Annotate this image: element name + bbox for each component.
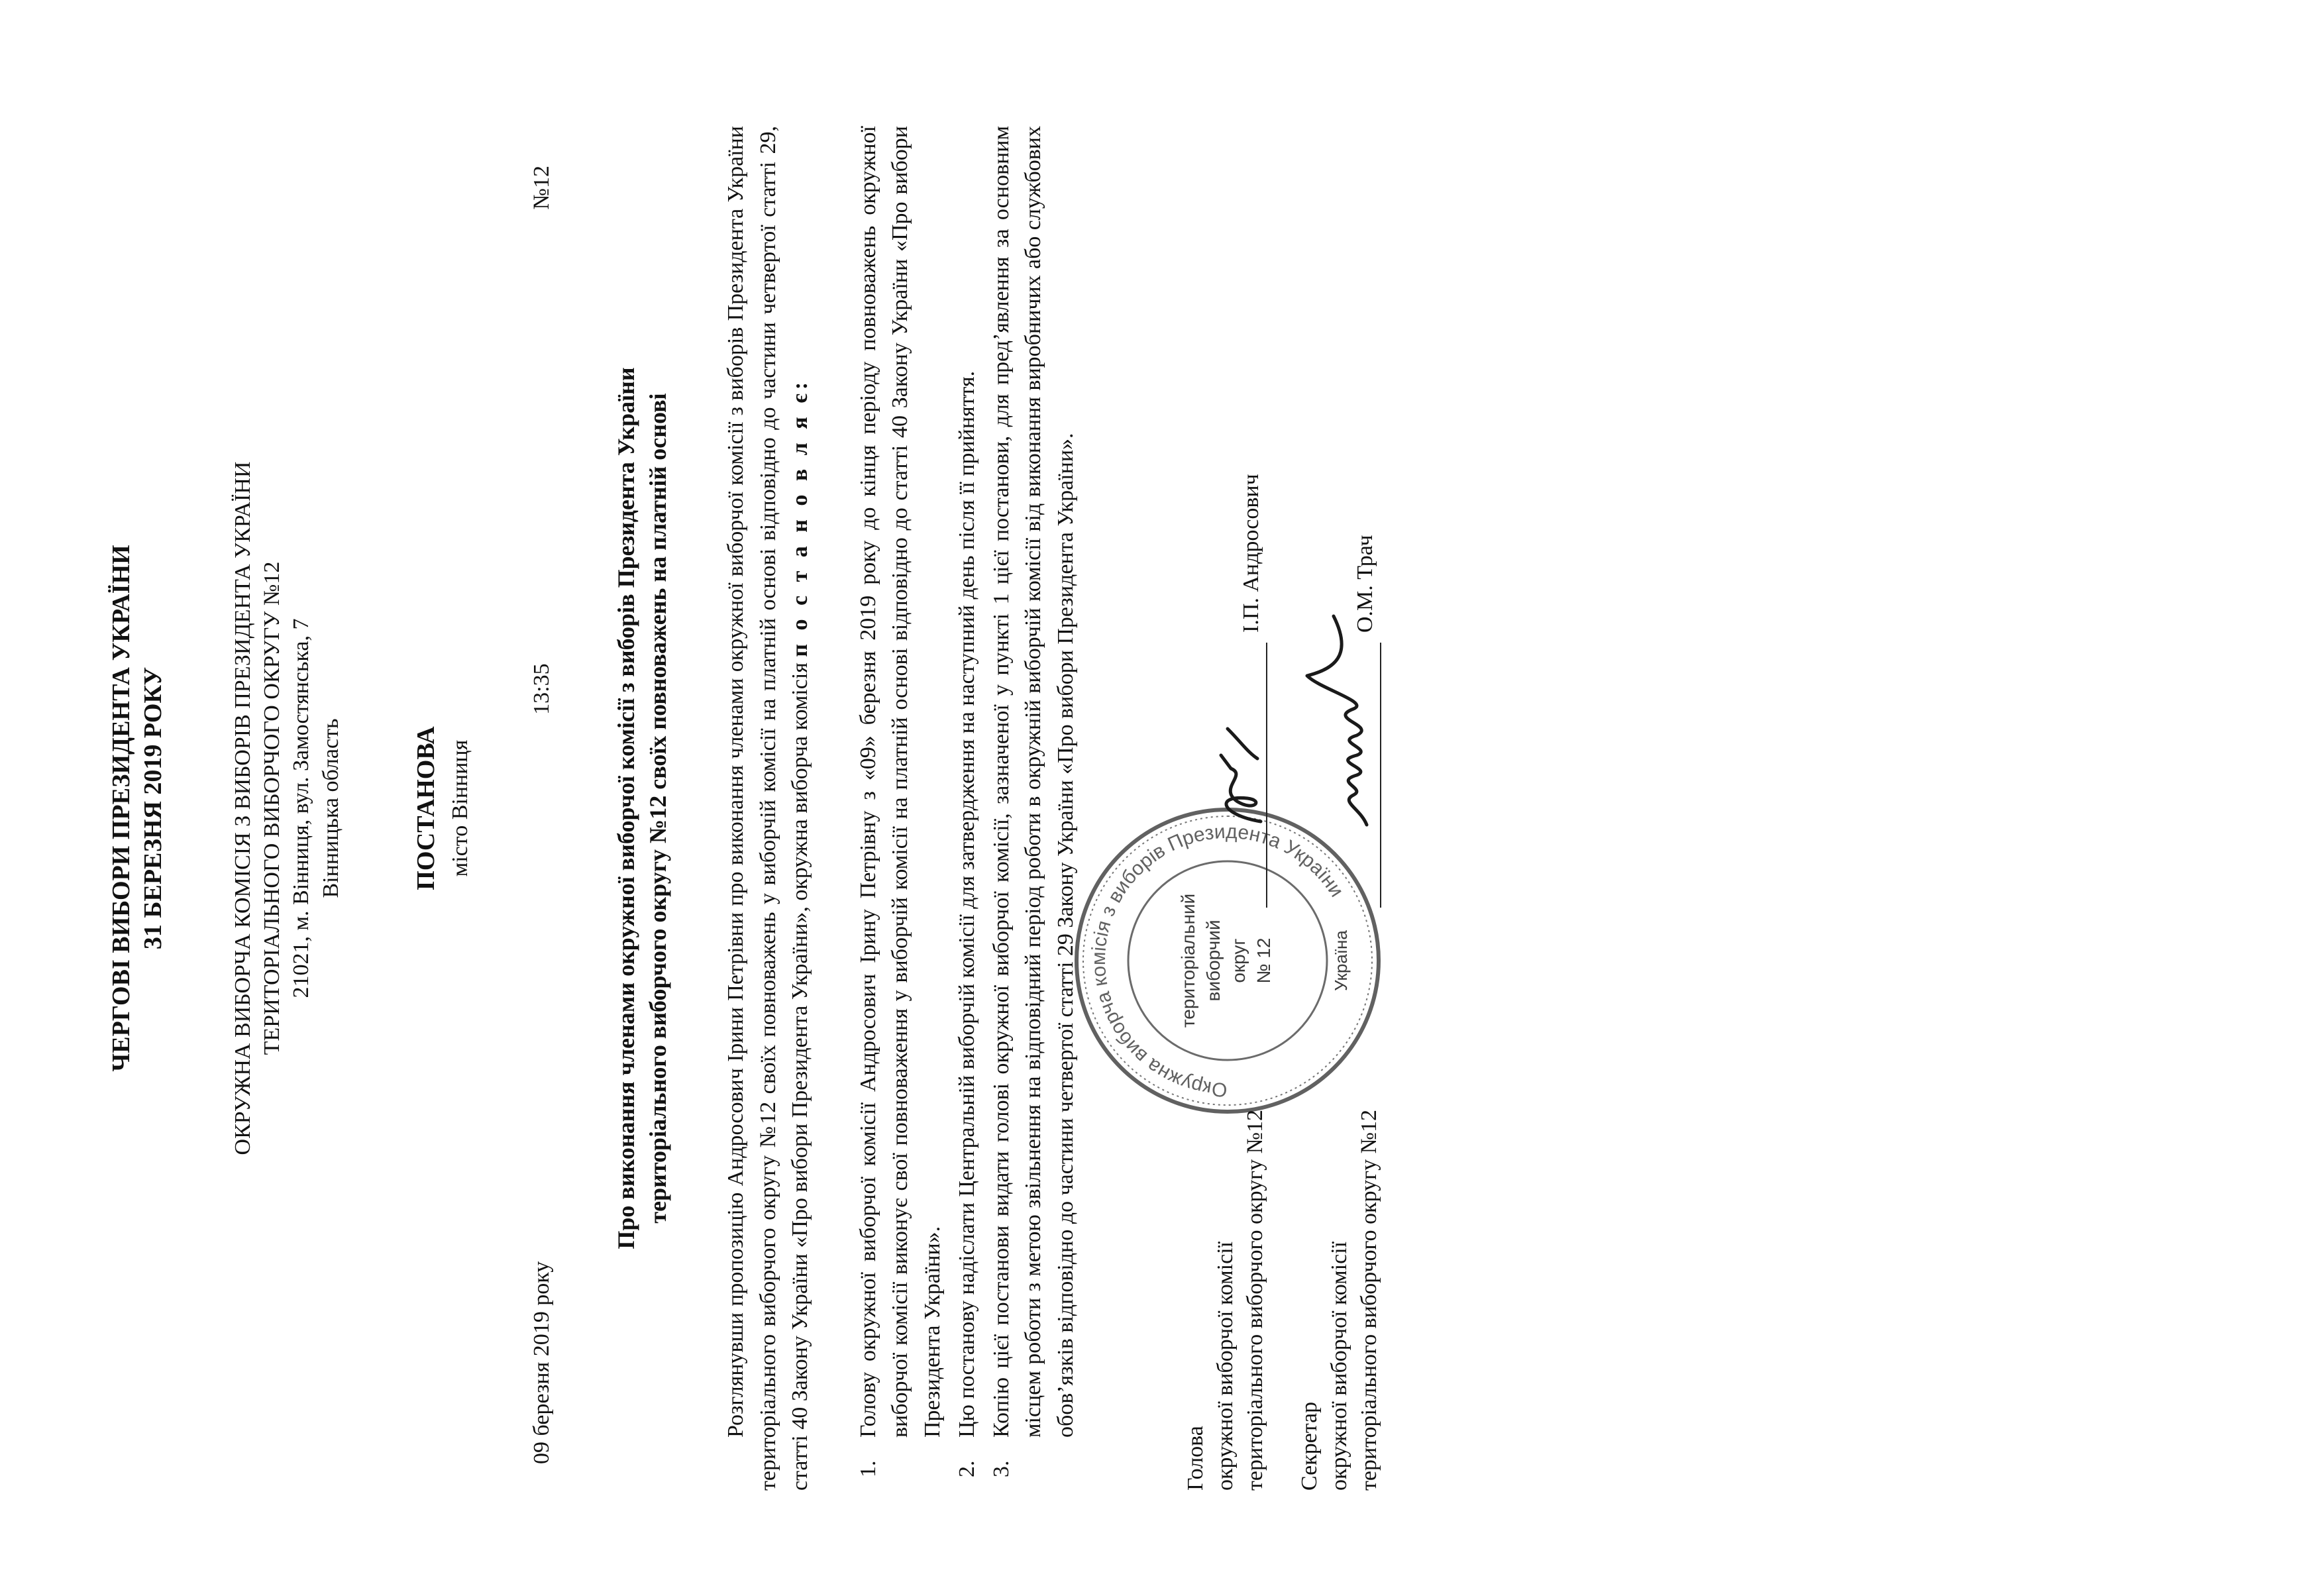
decision-list xyxy=(853,126,1082,1491)
resolves-word: п о с т а н о в л я є: xyxy=(787,378,812,657)
decision-text: Цю постанову надіслати Центральній виборчій комісії для затвердження на наступний день після її прийняття. xyxy=(954,370,979,1438)
decision-number: 2. xyxy=(954,1460,979,1477)
secretary-name: О.М. Трач xyxy=(1352,535,1377,633)
chair-role: Голова xyxy=(1183,1426,1208,1491)
document-title: ПОСТАНОВА xyxy=(411,726,440,890)
commission-region: Вінницька область xyxy=(318,718,343,898)
document-city: місто Вінниця xyxy=(447,739,472,877)
chair-name: І.П. Андросович xyxy=(1238,474,1263,633)
decision-text: Копію цієї постанови видати голові окружної виборчої комісії, зазначеної у пункті 1 цієї постанови, для пред’явлення за основним місцем роботи з метою звільнення на відповідний період роботи в окружній виборчій комісії від виконання виробничих або службових обов’язків відповідно до частини четвертої статті 29 Закону України «Про вибори Президента України». xyxy=(989,126,1078,1438)
commission-header xyxy=(229,126,346,1491)
secretary-title xyxy=(1295,921,1385,1491)
secretary-role: Секретар xyxy=(1296,1401,1322,1491)
decision-text: Голову окружної виборчої комісії Андросович Ірину Петрівну з «09» березня 2019 року до кінця періоду повноважень окружної виборчої комісії виконує свої повноваження у виборчій комісії на платній основі відповідно до статті 40 Закону України «Про вибори Президента України». xyxy=(856,126,945,1438)
stamp-outer-text: Окружна виборча комісія з виборів Президента України xyxy=(1087,820,1348,1101)
stamp-center-4: № 12 xyxy=(1253,937,1274,984)
chair-handwritten-signature xyxy=(1208,716,1274,835)
stamp-center-3: округ xyxy=(1228,938,1249,983)
document-time: 13:35 xyxy=(529,663,554,715)
election-date: 31 БЕРЕЗНЯ 2019 РОКУ xyxy=(138,666,167,950)
document-number: №12 xyxy=(529,166,554,210)
document-content xyxy=(106,126,1406,1491)
decision-item xyxy=(951,126,983,1491)
subject-line-2: територіального виборчого округу №12 своїх повноважень на платній основі xyxy=(644,393,671,1224)
decision-item xyxy=(853,126,949,1491)
secretary-district: територіального виборчого округу №12 xyxy=(1356,1109,1381,1491)
stamp-center-2: виборчий xyxy=(1202,920,1224,1002)
decision-number: 1. xyxy=(856,1460,881,1477)
secretary-handwritten-signature xyxy=(1294,610,1387,835)
preamble-paragraph xyxy=(720,126,816,1491)
document-subject xyxy=(611,126,674,1491)
decision-item xyxy=(986,126,1082,1491)
document-meta-row xyxy=(526,126,558,1491)
election-title: ЧЕРГОВІ ВИБОРИ ПРЕЗИДЕНТА УКРАЇНИ xyxy=(107,545,135,1072)
decision-number: 3. xyxy=(989,1460,1014,1477)
commission-district: ТЕРИТОРІАЛЬНОГО ВИБОРЧОГО ОКРУГУ №12 xyxy=(260,561,285,1055)
chair-commission: окружної виборчої комісії xyxy=(1212,1241,1238,1491)
preamble-text: Розглянувши пропозицію Андросович Ірини Петрівни про виконання членами окружної виборчої комісії з виборів Президента України територіального виборчого округу №12 своїх повноважень у виборчій комісії на платній основі відповідно до частини четвертої статті 29, статті 40 Закону України «Про вибори Президента України», окружна виборча комісія xyxy=(723,126,812,1491)
subject-line-1: Про виконання членами окружної виборчої комісії з виборів Президента України xyxy=(613,367,640,1249)
chair-title xyxy=(1181,921,1271,1491)
chair-district: територіального виборчого округу №12 xyxy=(1242,1109,1267,1491)
stamp-bottom-text: Україна xyxy=(1330,930,1351,991)
document-date: 09 березня 2019 року xyxy=(529,1261,554,1464)
secretary-commission: окружної виборчої комісії xyxy=(1326,1241,1351,1491)
signature-block xyxy=(1087,126,1406,1491)
stamp-center-1: територіальний xyxy=(1177,893,1198,1028)
election-header xyxy=(106,126,169,1491)
commission-address: 21021, м. Вінниця, вул. Замостянська, 7 xyxy=(289,618,314,998)
commission-name: ОКРУЖНА ВИБОРЧА КОМІСІЯ З ВИБОРІВ ПРЕЗИДЕНТА УКРАЇНИ xyxy=(231,461,255,1155)
